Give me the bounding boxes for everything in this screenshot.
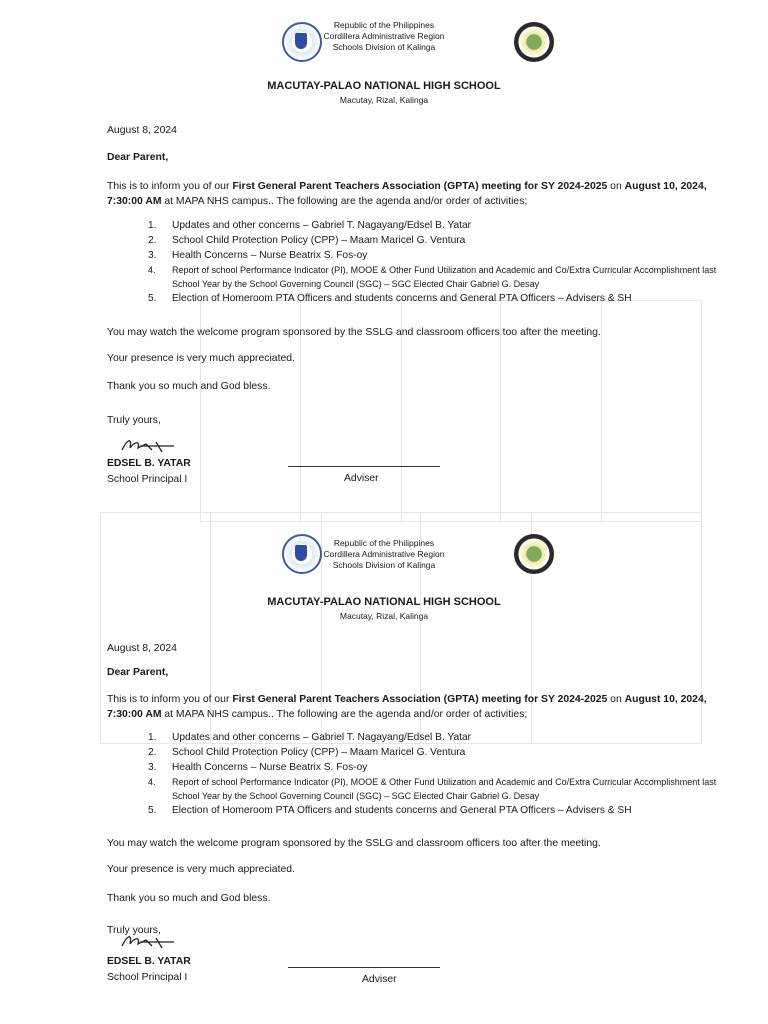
agenda-item: [148, 218, 738, 233]
signatory-name: EDSEL B. YATAR: [107, 458, 191, 469]
letter-date: August 8, 2024: [107, 643, 177, 654]
agenda-text: Health Concerns – Nurse Beatrix S. Fos-oy: [172, 762, 368, 773]
presence-note: Your presence is very much appreciated.: [107, 353, 295, 364]
region-line: Cordillera Administrative Region: [323, 31, 445, 41]
intro-paragraph: [107, 179, 727, 209]
adviser-signature-line: [288, 466, 440, 467]
meeting-datetime: August 10, 2024, 7:30:00 AM: [107, 181, 707, 207]
agenda-number: 3.: [148, 250, 157, 261]
agenda-item: [148, 248, 738, 263]
school-address: Macutay, Rizal, Kalinga: [339, 611, 429, 621]
agenda-number: 3.: [148, 762, 157, 773]
intro-text: This is to inform you of our: [107, 181, 233, 192]
agenda-number: 5.: [148, 293, 157, 304]
division-line: Schools Division of Kalinga: [332, 560, 436, 570]
adviser-signature-line: [288, 967, 440, 968]
agenda-list: [148, 218, 738, 306]
agenda-text: Report of school Performance Indicator (PI), MOOE & Other Fund Utilization and Academic and Co/Extra Curricular Accomplishment last School Year by the School Governing Council (SGC) – SGC Elected Chair Gabriel G. Desay: [172, 777, 717, 801]
agenda-number: 5.: [148, 805, 157, 816]
region-line: Cordillera Administrative Region: [323, 549, 445, 559]
signatory-title: School Principal I: [107, 474, 188, 485]
signatory-title: School Principal I: [107, 972, 188, 983]
agenda-number: 1.: [148, 220, 157, 231]
thanks-note: Thank you so much and God bless.: [107, 381, 271, 392]
intro-text: This is to inform you of our: [107, 694, 233, 705]
letterhead: [0, 530, 768, 621]
intro-text: on: [607, 181, 625, 192]
adviser-label: Adviser: [344, 473, 379, 484]
salutation: Dear Parent,: [107, 667, 169, 678]
letterhead: [0, 18, 768, 105]
signature-icon: [118, 436, 178, 456]
closing: Truly yours,: [107, 415, 161, 426]
presence-note: Your presence is very much appreciated.: [107, 864, 295, 875]
agenda-text: Updates and other concerns – Gabriel T. Nagayang/Edsel B. Yatar: [172, 732, 472, 743]
agenda-text: Report of school Performance Indicator (PI), MOOE & Other Fund Utilization and Academic and Co/Extra Curricular Accomplishment last School Year by the School Governing Council (SGC) – SGC Elected Chair Gabriel G. Desay: [172, 265, 717, 289]
letter-date: August 8, 2024: [107, 125, 177, 136]
agenda-item: [148, 745, 738, 760]
meeting-name: First General Parent Teachers Association (GPTA) meeting for SY 2024-2025: [232, 694, 608, 705]
agenda-number: 1.: [148, 732, 157, 743]
adviser-label: Adviser: [362, 974, 397, 985]
agenda-text: Election of Homeroom PTA Officers and students concerns and General PTA Officers – Advisers & SH: [172, 293, 632, 304]
agenda-item: [148, 760, 738, 775]
agenda-item: [148, 233, 738, 248]
signature-icon: [118, 932, 178, 952]
agenda-number: 2.: [148, 235, 157, 246]
agenda-item: [148, 803, 738, 818]
intro-text: at MAPA NHS campus.. The following are the agenda and/or order of activities;: [161, 196, 528, 207]
closing: Truly yours,: [107, 925, 161, 936]
agenda-text: Health Concerns – Nurse Beatrix S. Fos-oy: [172, 250, 368, 261]
school-address: Macutay, Rizal, Kalinga: [339, 95, 429, 105]
agenda-list: [148, 730, 738, 818]
signatory-name: EDSEL B. YATAR: [107, 956, 191, 967]
agenda-item: [148, 291, 738, 306]
meeting-name: First General Parent Teachers Association (GPTA) meeting for SY 2024-2025: [232, 181, 608, 192]
agenda-number: 2.: [148, 747, 157, 758]
agenda-number: 4.: [148, 777, 156, 787]
welcome-note: You may watch the welcome program sponsored by the SSLG and classroom officers too after the meeting.: [107, 327, 601, 338]
salutation: Dear Parent,: [107, 152, 169, 163]
thanks-note: Thank you so much and God bless.: [107, 893, 271, 904]
agenda-item: [148, 775, 738, 803]
intro-text: on: [607, 694, 625, 705]
agenda-text: Election of Homeroom PTA Officers and students concerns and General PTA Officers – Advisers & SH: [172, 805, 632, 816]
intro-text: at MAPA NHS campus.. The following are the agenda and/or order of activities;: [161, 709, 528, 720]
school-name: MACUTAY-PALAO NATIONAL HIGH SCHOOL: [267, 80, 501, 92]
agenda-text: Updates and other concerns – Gabriel T. Nagayang/Edsel B. Yatar: [172, 220, 472, 231]
agenda-item: [148, 263, 738, 291]
intro-paragraph: [107, 692, 727, 722]
republic-line: Republic of the Philippines: [333, 20, 435, 30]
agenda-text: School Child Protection Policy (CPP) – Maam Maricel G. Ventura: [172, 747, 466, 758]
division-line: Schools Division of Kalinga: [332, 42, 436, 52]
republic-line: Republic of the Philippines: [333, 538, 435, 548]
agenda-number: 4.: [148, 265, 156, 275]
agenda-item: [148, 730, 738, 745]
meeting-datetime: August 10, 2024, 7:30:00 AM: [107, 694, 707, 720]
school-name: MACUTAY-PALAO NATIONAL HIGH SCHOOL: [267, 596, 501, 608]
letter-copy-bottom: [0, 512, 768, 1024]
welcome-note: You may watch the welcome program sponsored by the SSLG and classroom officers too after the meeting.: [107, 838, 601, 849]
agenda-text: School Child Protection Policy (CPP) – Maam Maricel G. Ventura: [172, 235, 466, 246]
